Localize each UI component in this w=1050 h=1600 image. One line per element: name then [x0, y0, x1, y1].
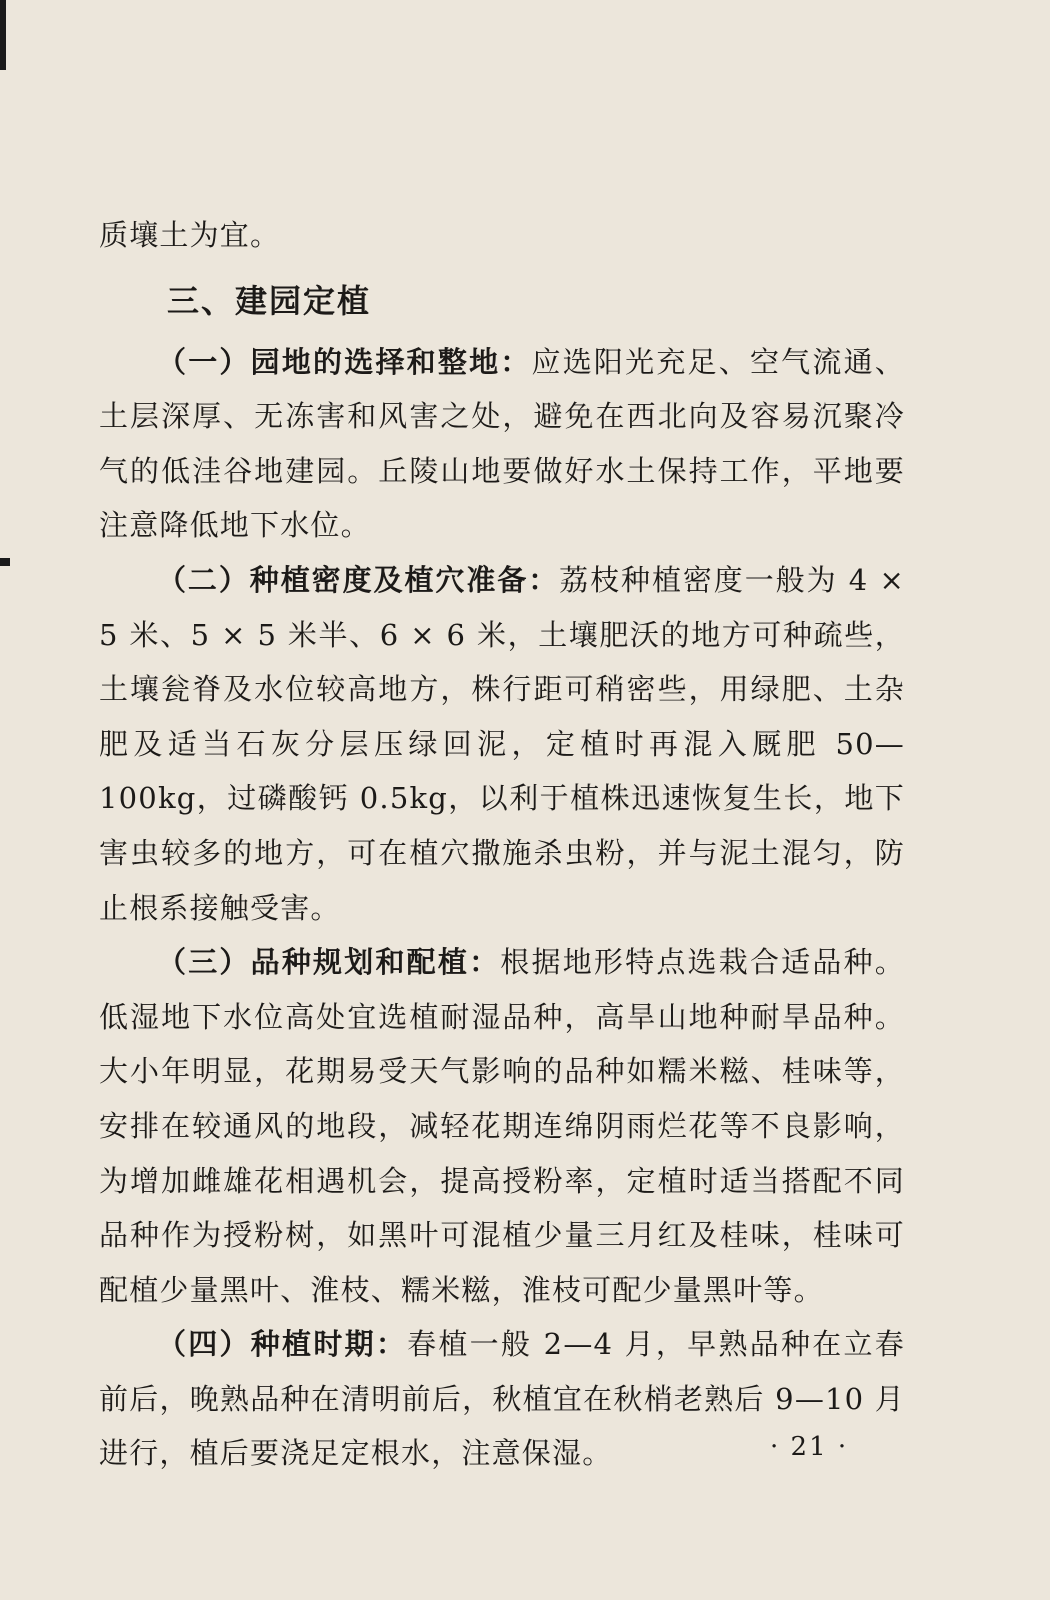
- paragraph-body: 荔枝种植密度一般为 4 × 5 米、5 × 5 米半、6 × 6 米，土壤肥沃的地方可种疏些，土壤瓮脊及水位较高地方，株行距可稍密些，用绿肥、土杂肥及适当石灰分层压绿回泥，定植时再混入厩肥 50—100kg，过磷酸钙 0.5kg，以利于植株迅速恢复生长，地下害虫较多的地方，可在植穴撒施杀虫粉，并与泥土混匀，防止根系接触受害。: [99, 562, 905, 925]
- paragraph-body: 春植一般 2—4 月，早熟品种在立春前后，晚熟品种在清明前后，秋植宜在秋梢老熟后 9—10 月进行，植后要浇足定根水，注意保湿。: [99, 1327, 905, 1471]
- intro-line: 质壤土为宜。: [99, 218, 281, 252]
- section-title: 三、建园定植: [167, 281, 372, 320]
- page-text: [99, 208, 905, 1481]
- paragraph-planting-density: [99, 553, 905, 935]
- paragraph-site-selection: [99, 335, 905, 553]
- page-number: · 21 ·: [770, 1432, 849, 1462]
- paragraph-heading: （三）品种规划和配植：: [157, 945, 501, 980]
- binding-edge-mark: [0, 0, 6, 70]
- paragraph-heading: （二）种植密度及植穴准备：: [157, 562, 560, 597]
- paragraph-body: 应选阳光充足、空气流通、土层深厚、无冻害和风害之处，避免在西北向及容易沉聚冷气的低洼谷地建园。丘陵山地要做好水土保持工作，平地要注意降低地下水位。: [99, 344, 905, 543]
- paragraph-variety-planning: [99, 935, 905, 1317]
- binding-edge-mark: [0, 558, 10, 566]
- paragraph-heading: （四）种植时期：: [157, 1327, 408, 1362]
- paragraph-body: 根据地形特点选栽合适品种。低湿地下水位高处宜选植耐湿品种，高旱山地种耐旱品种。大小年明显，花期易受天气影响的品种如糯米糍、桂味等，安排在较通风的地段，减轻花期连绵阴雨烂花等不良影响，为增加雌雄花相遇机会，提高授粉率，定植时适当搭配不同品种作为授粉树，如黑叶可混植少量三月红及桂味，桂味可配植少量黑叶、淮枝、糯米糍，淮枝可配少量黑叶等。: [99, 945, 905, 1307]
- paragraph-heading: （一）园地的选择和整地：: [157, 344, 532, 379]
